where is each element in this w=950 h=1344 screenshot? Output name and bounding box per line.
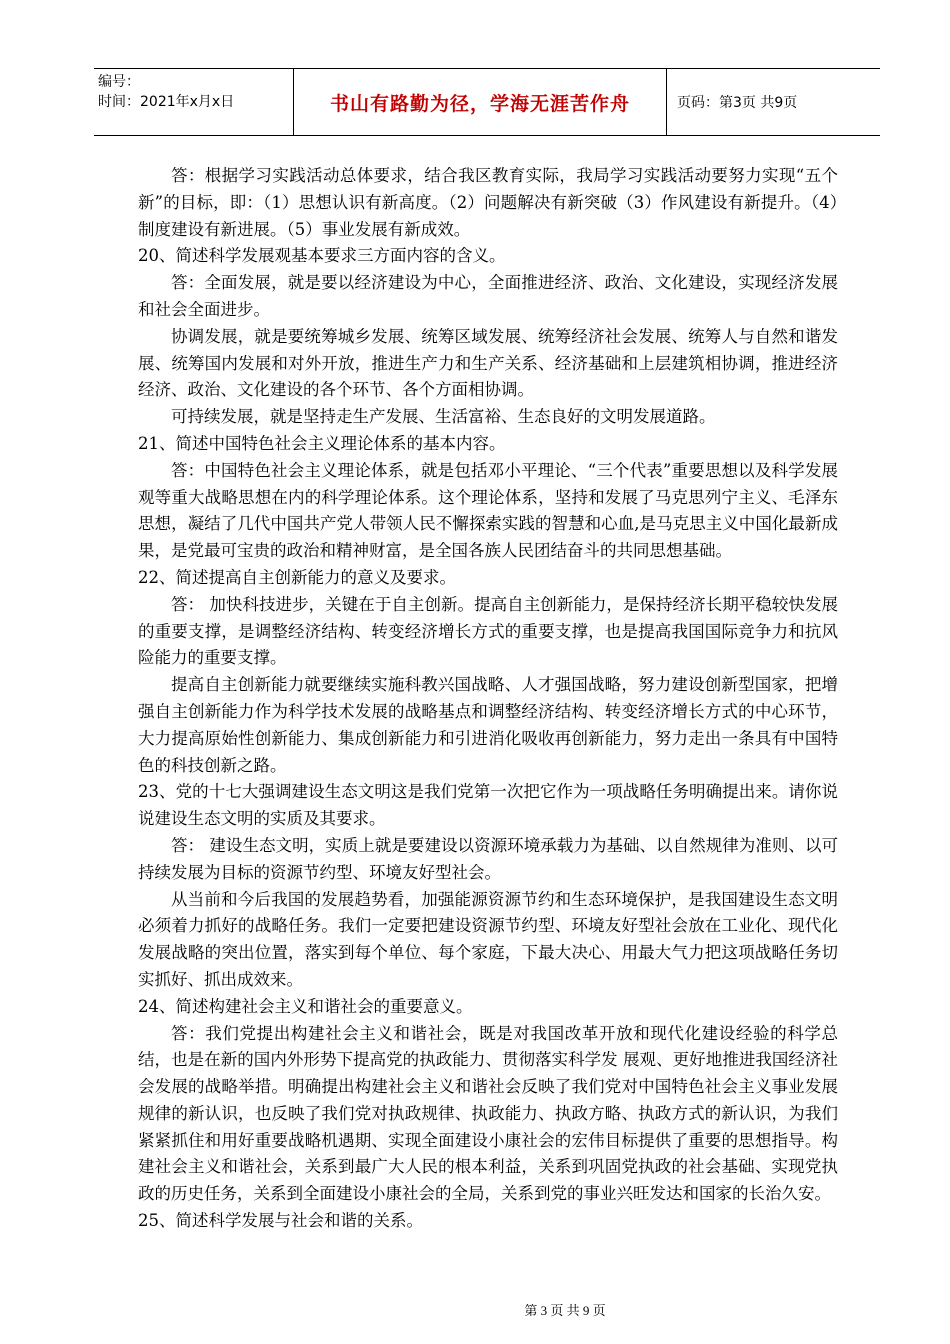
time-label: 时间：2021年x月x日 [98,94,235,110]
answer-paragraph: 协调发展，就是要统筹城乡发展、统筹区域发展、统筹经济社会发展、统筹人与自然和谐发展、统筹国内发展和对外开放，推进生产力和生产关系、经济基础和上层建筑相协调，推进经济经济、政治、文化建设的各个环节、各个方面相协调。 [138,326,838,400]
answer-paragraph: 答：根据学习实践活动总体要求，结合我区教育实际，我局学习实践活动要努力实现“五个新”的目标，即：（1）思想认识有新高度。（2）问题解决有新突破（3）作风建设有新提升。（4）制度建设有新进展。（5）事业发展有新成效。 [138,166,838,239]
answer-paragraph: 答：全面发展，就是要以经济建设为中心，全面推进经济、政治、文化建设，实现经济发展和社会全面进步。 [138,273,838,319]
answer-paragraph: 答：中国特色社会主义理论体系，就是包括邓小平理论、“三个代表”重要思想以及科学发展观等重大战略思想在内的科学理论体系。这个理论体系，坚持和发展了马克思列宁主义、毛泽东思想，凝结了几代中国共产党人带领人民不懈探索实践的智慧和心血,是马克思主义中国化最新成果，是党最可宝贵的政治和精神财富，是全国各族人民团结奋斗的共同思想基础。 [138,460,838,561]
document-body [138,163,838,1235]
answer-paragraph: 答： 加快科技进步，关键在于自主创新。提高自主创新能力，是保持经济长期平稳较快发展的重要支撑，是调整经济结构、转变经济增长方式的重要支撑，也是提高我国国际竞争力和抗风险能力的重要支撑。 [138,594,838,668]
header-page-number: 页码：第3页 共9页 [677,95,798,111]
header-meta [94,69,294,135]
number-label: 编号： [98,74,140,90]
question-heading: 21、简述中国特色社会主义理论体系的基本内容。 [138,433,506,453]
answer-paragraph: 提高自主创新能力就要继续实施科教兴国战略、人才强国战略，努力建设创新型国家，把增强自主创新能力作为科学技术发展的战略基点和调整经济结构、转变经济增长方式的中心环节，大力提高原始性创新能力、集成创新能力和引进消化吸收再创新能力，努力走出一条具有中国特色的科技创新之路。 [138,675,838,775]
question-heading: 22、简述提高自主创新能力的意义及要求。 [138,567,456,587]
question-heading: 23、党的十七大强调建设生态文明这是我们党第一次把它作为一项战略任务明确提出来。请你说说建设生态文明的实质及其要求。 [138,782,838,829]
page-header [94,68,880,136]
answer-paragraph: 答：我们党提出构建社会主义和谐社会，既是对我国改革开放和现代化建设经验的科学总结，也是在新的国内外形势下提高党的执政能力、贯彻落实科学发 展观、更好地推进我国经济社会发展的战略举措。明确提出构建社会主义和谐社会反映了我们党对中国特色社会主义事业发展规律的新认识，也反映了我们党对执政规律、执政能力、执政方略、执政方式的新认识，为我们紧紧抓住和用好重要战略机遇期、实现全面建设小康社会的宏伟目标提供了重要的思想指导。构建社会主义和谐社会，关系到最广大人民的根本利益，关系到巩固党执政的社会基础、实现党执政的历史任务，关系到全面建设小康社会的全局，关系到党的事业兴旺发达和国家的长治久安。 [138,1023,838,1204]
question-heading: 20、简述科学发展观基本要求三方面内容的含义。 [138,246,506,266]
header-motto: 书山有路勤为径，学海无涯苦作舟 [294,69,667,135]
question-heading: 24、简述构建社会主义和谐社会的重要意义。 [138,996,473,1016]
answer-paragraph: 答： 建设生态文明，实质上就是要建设以资源环境承载力为基础、以自然规律为准则、以可持续发展为目标的资源节约型、环境友好型社会。 [138,835,838,882]
question-heading: 25、简述科学发展与社会和谐的关系。 [138,1211,423,1231]
answer-paragraph: 从当前和今后我国的发展趋势看，加强能源资源节约和生态环境保护，是我国建设生态文明必须着力抓好的战略任务。我们一定要把建设资源节约型、环境友好型社会放在工业化、现代化发展战略的突出位置，落实到每个单位、每个家庭，下最大决心、用最大气力把这项战略任务切实抓好、抓出成效来。 [138,889,838,989]
page-footer: 第 3 页 共 9 页 [524,1303,606,1318]
answer-paragraph: 可持续发展，就是坚持走生产发展、生活富裕、生态良好的文明发展道路。 [171,407,716,427]
